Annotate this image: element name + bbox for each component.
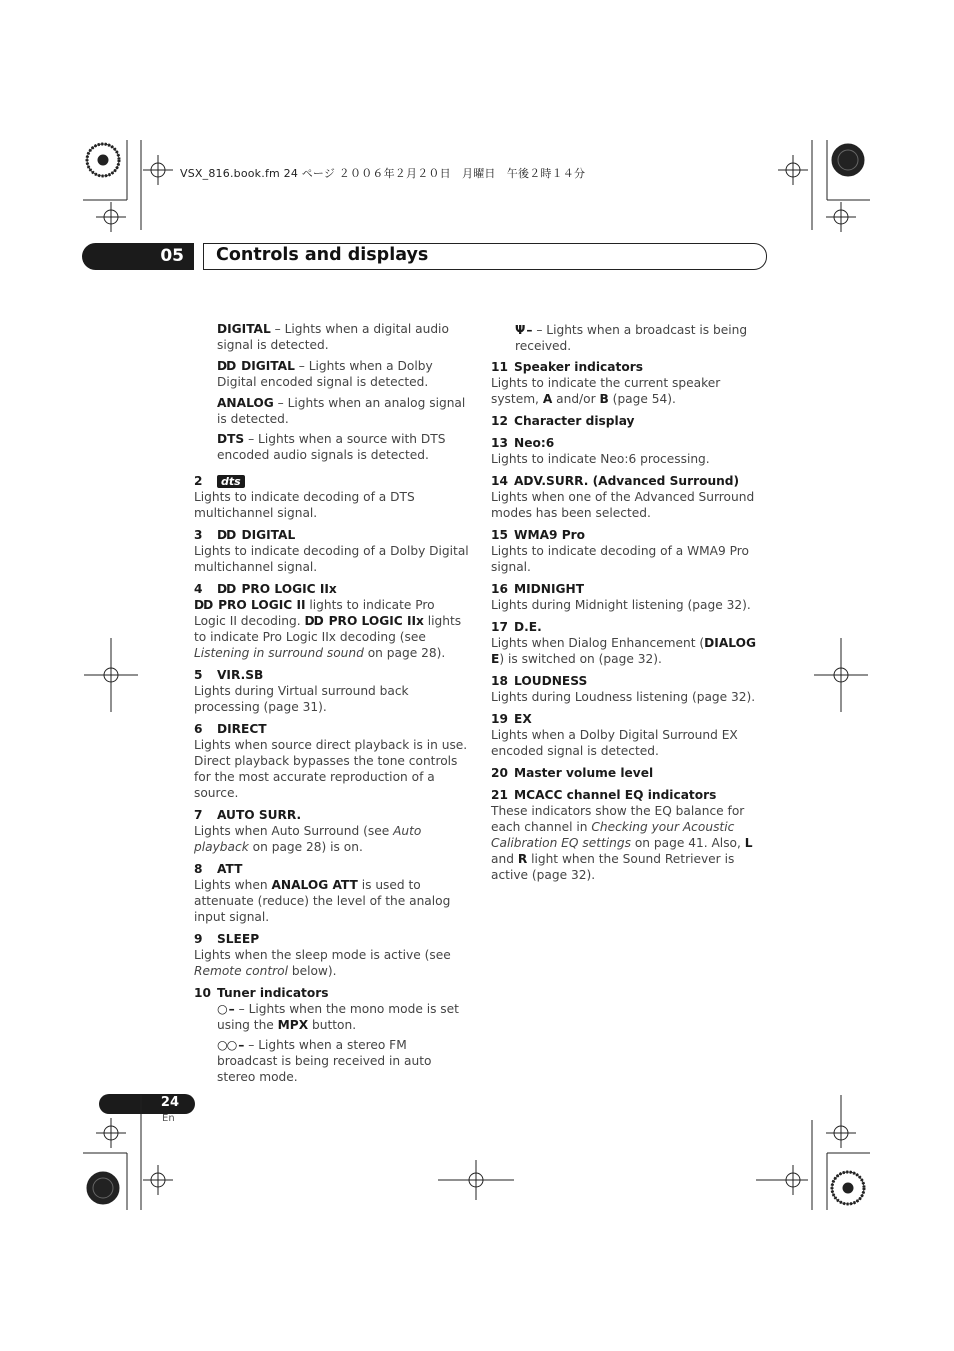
mono-icon: ○ [217, 1002, 227, 1016]
item-2-desc: Lights to indicate decoding of a DTS multichannel signal. [194, 490, 415, 520]
item-number: 17 [491, 620, 508, 634]
indicator-desc: – Lights when a Dolby Digital encoded signal is detected. [217, 359, 433, 389]
dolby-digital-icon: DD [217, 582, 236, 596]
item-number: 14 [491, 474, 508, 488]
desc-text: Lights when Dialog Enhancement ( [491, 636, 705, 650]
chapter-number: 05 [160, 246, 184, 266]
item-title: AUTO SURR. [217, 808, 302, 822]
page-number: 24 [160, 1095, 179, 1110]
stereo-icon: ○○ [217, 1038, 237, 1052]
item-number: 3 [194, 528, 203, 542]
dts-logo-icon: dts [217, 475, 245, 488]
item-number: 13 [491, 436, 508, 450]
indicator-label: DIGITAL [241, 359, 295, 373]
desc-text: – Lights when the mono mode is set using the [217, 1002, 459, 1032]
item-title: D.E. [514, 620, 542, 634]
item-3-desc: Lights to indicate decoding of a Dolby Digital multichannel signal. [194, 544, 469, 574]
indicator-label: DTS [217, 432, 245, 446]
desc-text: ) is switched on (page 32). [499, 652, 662, 666]
desc-text: and [491, 852, 518, 866]
bold-text: R [517, 852, 528, 866]
desc-text: is used to attenuate (reduce) the level of the analog input signal. [194, 878, 451, 924]
italic-text: Remote control [194, 964, 288, 978]
bold-text: MPX [277, 1018, 309, 1032]
desc-text: below). [287, 964, 337, 978]
item-number: 2 [194, 474, 203, 488]
italic-text: Auto playback [194, 824, 422, 854]
bold-text: L [744, 836, 753, 850]
item-title: PRO LOGIC IIx [241, 582, 337, 596]
desc-text: on page 28) is on. [248, 840, 363, 854]
desc-text: lights to indicate Pro Logic II decoding. [194, 598, 435, 628]
item-title: Neo:6 [514, 436, 555, 450]
item-title: ADV.SURR. (Advanced Surround) [514, 474, 740, 488]
bold-text: ANALOG ATT [271, 878, 358, 892]
dash: – [238, 1038, 245, 1052]
indicator-label: ANALOG [217, 396, 274, 410]
item-number: 20 [491, 766, 508, 780]
dolby-digital-icon: DD [217, 359, 236, 373]
item-title: Tuner indicators [217, 986, 329, 1000]
antenna-icon: Ψ [515, 323, 525, 337]
desc-text: – Lights when a stereo FM broadcast is being received in auto stereo mode. [217, 1038, 432, 1084]
item-title: Character display [514, 414, 635, 428]
desc-text: Lights when [194, 878, 272, 892]
item-number: 18 [491, 674, 508, 688]
item-6-desc: Lights when source direct playback is in use. Direct playback bypasses the tone controls for the most accurate reproduction of a source. [194, 738, 468, 800]
indicator-desc: – Lights when a digital audio signal is detected. [217, 322, 449, 352]
item-13-desc: Lights to indicate Neo:6 processing. [491, 452, 710, 466]
bold-text: DIALOG E [491, 636, 756, 666]
item-title: ATT [217, 862, 243, 876]
item-number: 11 [491, 360, 508, 374]
dash: – [228, 1002, 235, 1016]
desc-text: These indicators show the EQ balance for each channel in [491, 804, 745, 834]
item-title: VIR.SB [217, 668, 264, 682]
item-19-desc: Lights when a Dolby Digital Surround EX encoded signal is detected. [491, 728, 738, 758]
item-number: 4 [194, 582, 203, 596]
item-title: SLEEP [217, 932, 260, 946]
item-number: 10 [194, 986, 211, 1000]
italic-text: Listening in surround sound [194, 646, 364, 660]
item-number: 12 [491, 414, 508, 428]
desc-text: on page 28). [363, 646, 446, 660]
file-header: VSX_816.book.fm 24 ページ ２００６年２月２０日 月曜日 午後２時１４分 [180, 167, 586, 180]
item-18-desc: Lights during Loudness listening (page 32). [491, 690, 756, 704]
bold-text: B [599, 392, 609, 406]
desc-text: Lights to indicate the current speaker system, [491, 376, 721, 406]
item-number: 15 [491, 528, 508, 542]
desc-text: button. [308, 1018, 357, 1032]
item-number: 9 [194, 932, 203, 946]
bold-text: PRO LOGIC IIx [328, 614, 424, 628]
indicator-label: DIGITAL [217, 322, 271, 336]
item-title: MCACC channel EQ indicators [514, 788, 717, 802]
dolby-digital-icon: DD [304, 614, 323, 628]
desc-text: – Lights when a broadcast is being received. [515, 323, 748, 353]
item-title: WMA9 Pro [514, 528, 586, 542]
section-title: Controls and displays [216, 245, 429, 265]
desc-text: and/or [552, 392, 600, 406]
desc-text: Lights when Auto Surround (see [194, 824, 394, 838]
item-16-desc: Lights during Midnight listening (page 32). [491, 598, 751, 612]
desc-text: on page 41. Also, [630, 836, 745, 850]
desc-text: light when the Sound Retriever is active (page 32). [491, 852, 735, 882]
item-title: DIRECT [217, 722, 267, 736]
dolby-digital-icon: DD [194, 598, 213, 612]
item-title: Master volume level [514, 766, 654, 780]
desc-text: (page 54). [608, 392, 676, 406]
item-title: DIGITAL [241, 528, 296, 542]
item-title: MIDNIGHT [514, 582, 585, 596]
item-title: EX [514, 712, 532, 726]
item-14-desc: Lights when one of the Advanced Surround modes has been selected. [491, 490, 755, 520]
item-number: 6 [194, 722, 203, 736]
item-number: 5 [194, 668, 203, 682]
bold-text: PRO LOGIC II [218, 598, 306, 612]
item-15-desc: Lights to indicate decoding of a WMA9 Pro signal. [491, 544, 749, 574]
indicator-desc: – Lights when a source with DTS encoded audio signals is detected. [217, 432, 446, 462]
item-number: 16 [491, 582, 508, 596]
item-5-desc: Lights during Virtual surround back processing (page 31). [194, 684, 409, 714]
desc-text: Lights when the sleep mode is active (see [194, 948, 451, 962]
bold-text: A [542, 392, 553, 406]
desc-text: lights to indicate Pro Logic IIx decoding (see [194, 614, 462, 644]
item-number: 21 [491, 788, 508, 802]
dolby-digital-icon: DD [217, 528, 236, 542]
italic-text: Checking your Acoustic Calibration EQ settings [491, 820, 735, 850]
indicator-desc: – Lights when an analog signal is detected. [217, 396, 466, 426]
dash: – [526, 323, 533, 337]
item-number: 8 [194, 862, 203, 876]
item-title: Speaker indicators [514, 360, 643, 374]
item-title: LOUDNESS [514, 674, 588, 688]
item-number: 19 [491, 712, 508, 726]
language-code: En [162, 1113, 175, 1124]
item-number: 7 [194, 808, 203, 822]
